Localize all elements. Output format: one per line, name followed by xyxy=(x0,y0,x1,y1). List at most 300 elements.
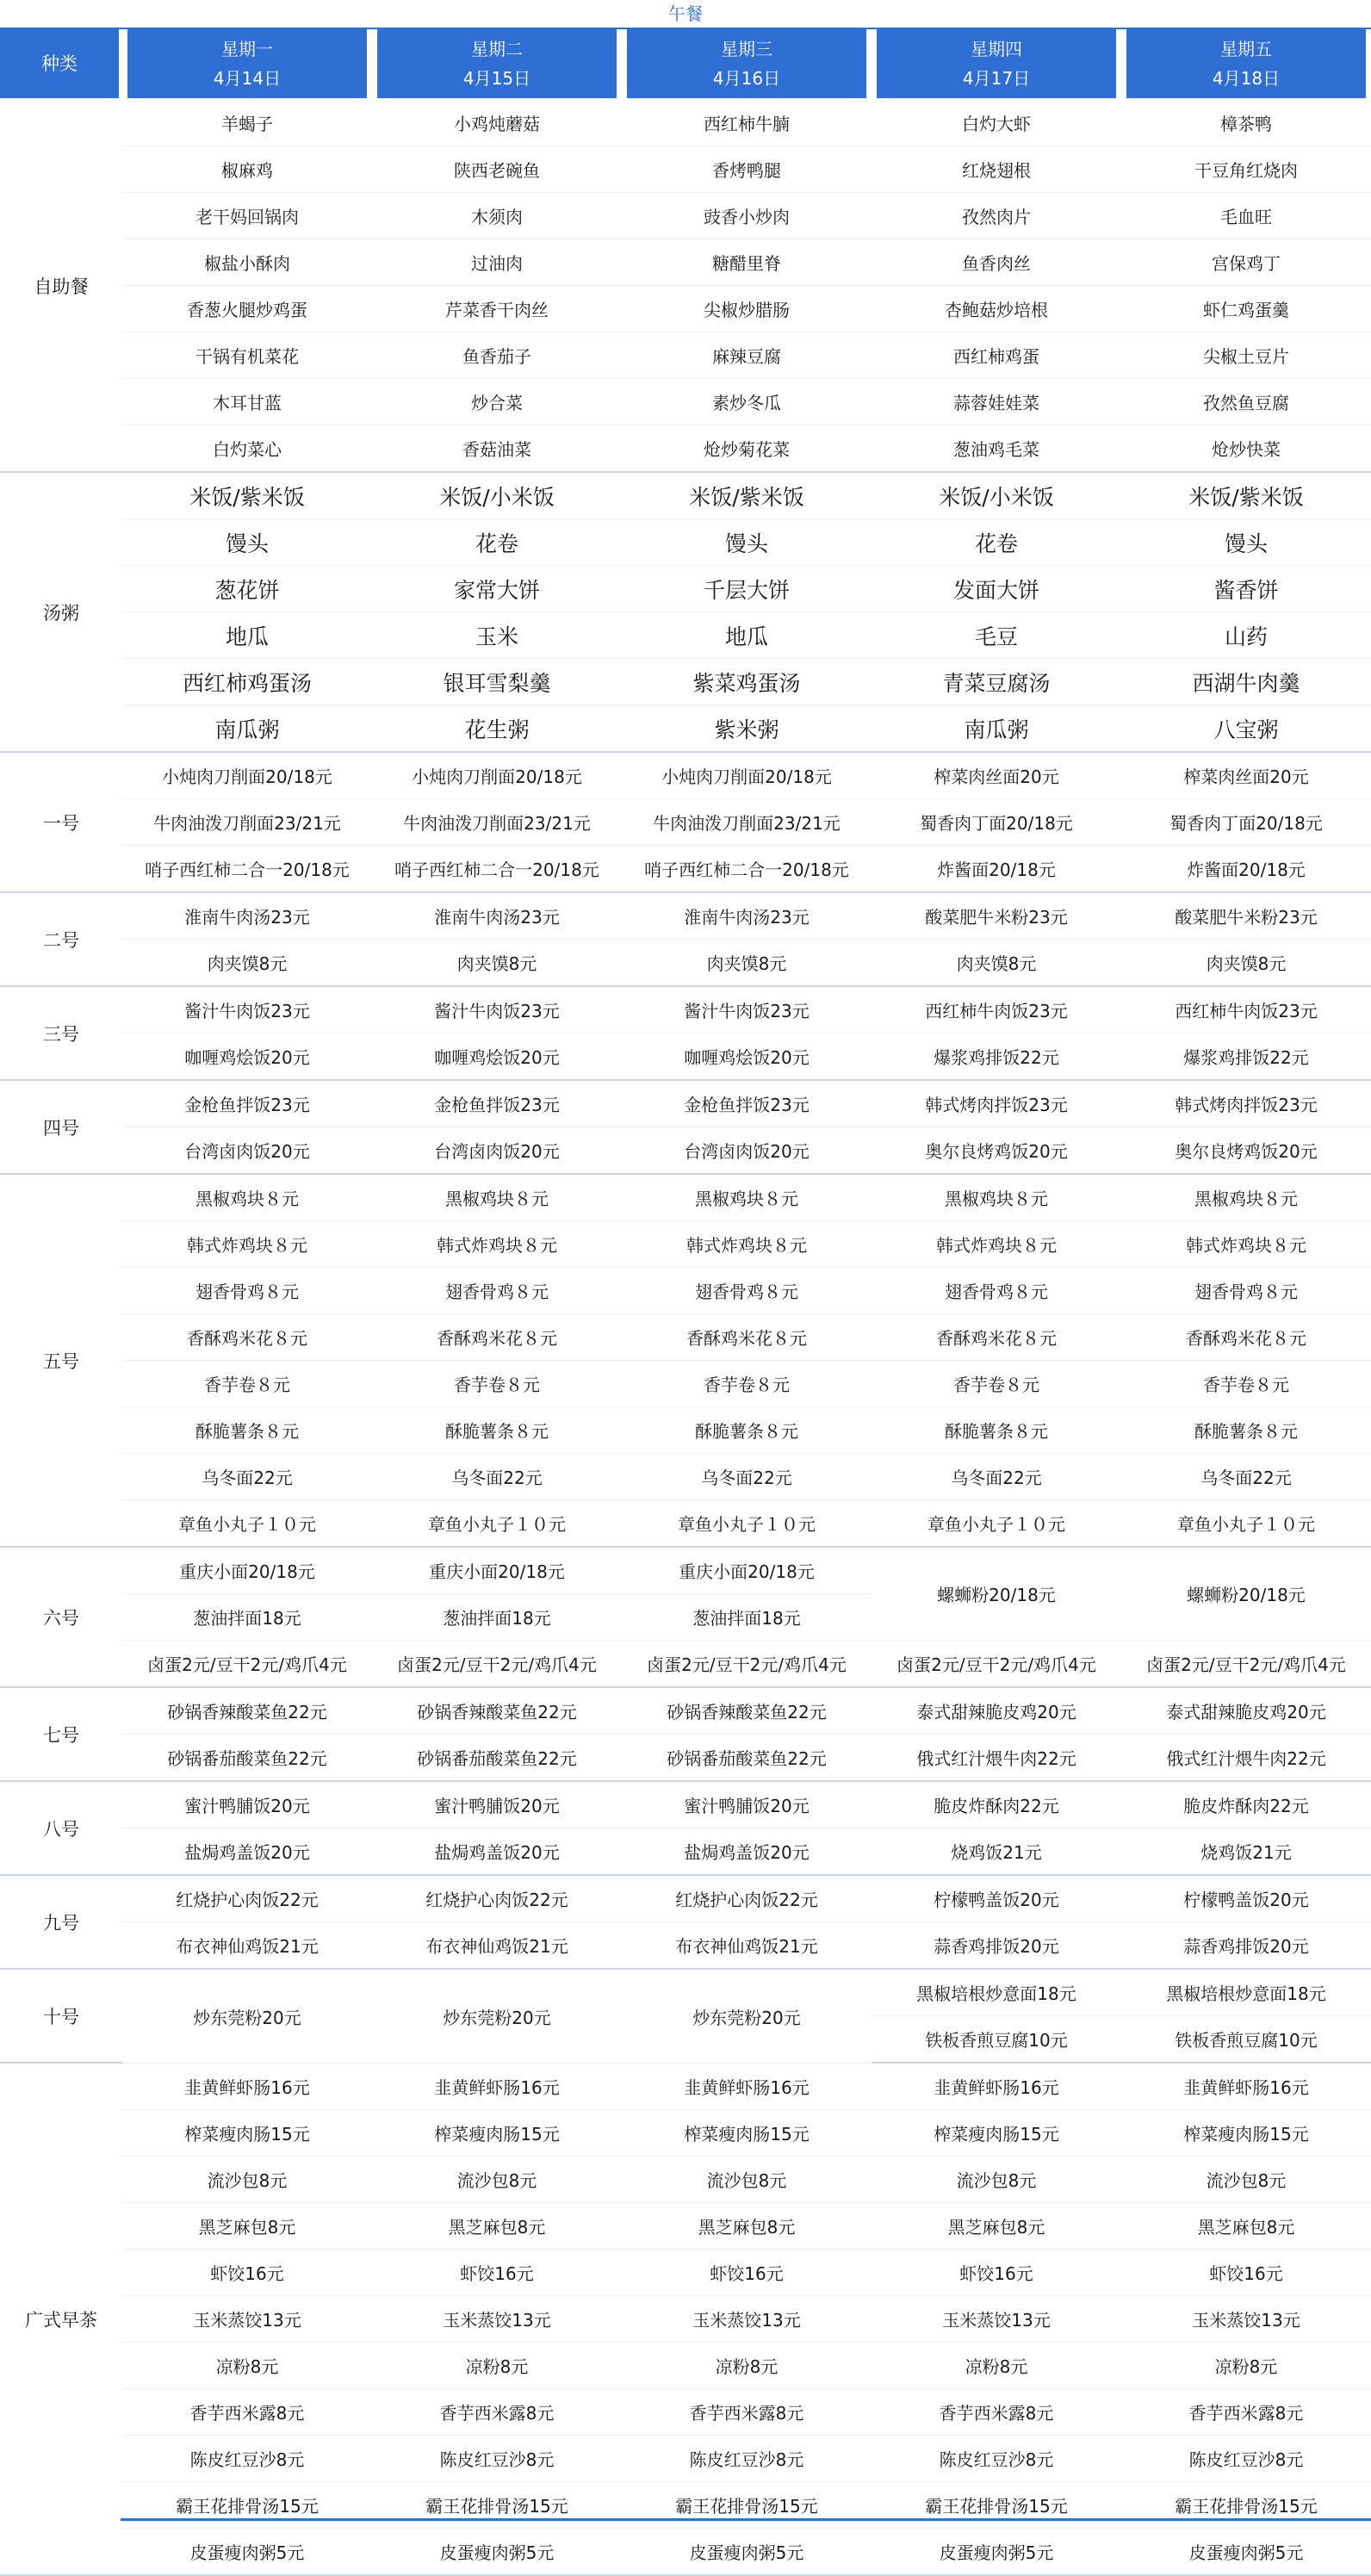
menu-row xyxy=(0,987,1371,1034)
menu-item: 霸王花排骨汤15元 xyxy=(872,2482,1121,2529)
menu-item: 葱油拌面18元 xyxy=(622,1594,872,1641)
menu-item: 韭黄鲜虾肠16元 xyxy=(872,2064,1121,2110)
menu-item: 黑椒培根炒意面18元 xyxy=(872,1970,1121,2016)
menu-item: 奥尔良烤鸡饭20元 xyxy=(1121,1127,1371,1175)
menu-item: 香烤鸭腿 xyxy=(622,146,872,193)
menu-item: 章鱼小丸子１０元 xyxy=(622,1500,872,1548)
menu-item: 米饭/紫米饭 xyxy=(622,473,872,519)
menu-row xyxy=(0,893,1371,940)
menu-item: 砂锅番茄酸菜鱼22元 xyxy=(622,1735,872,1782)
menu-item: 香芋卷８元 xyxy=(622,1361,872,1407)
menu-item: 脆皮炸酥肉22元 xyxy=(872,1782,1121,1828)
menu-item: 流沙包8元 xyxy=(372,2157,622,2203)
menu-item: 葱油拌面18元 xyxy=(122,1594,372,1641)
menu-item: 香菇油菜 xyxy=(372,425,622,473)
header-row xyxy=(0,28,1371,100)
menu-item: 干锅有机菜花 xyxy=(122,332,372,379)
menu-item: 毛豆 xyxy=(872,612,1121,659)
menu-item: 榨菜肉丝面20元 xyxy=(1121,753,1371,799)
menu-item: 虾饺16元 xyxy=(622,2250,872,2296)
category-cell: 五号 xyxy=(0,1175,122,1548)
menu-row xyxy=(0,2436,1371,2482)
menu-item: 哨子西红柿二合一20/18元 xyxy=(372,846,622,893)
menu-row xyxy=(0,566,1371,612)
menu-item: 地瓜 xyxy=(122,612,372,659)
menu-item: 卤蛋2元/豆干2元/鸡爪4元 xyxy=(122,1641,372,1688)
menu-item: 铁板香煎豆腐10元 xyxy=(872,2016,1121,2064)
menu-item: 榨菜肉丝面20元 xyxy=(872,753,1121,799)
menu-item: 榨菜瘦肉肠15元 xyxy=(372,2110,622,2157)
menu-item: 俄式红汁煨牛肉22元 xyxy=(872,1735,1121,1782)
header-day xyxy=(122,28,372,100)
menu-item: 葱油拌面18元 xyxy=(372,1594,622,1641)
menu-item: 西红柿牛肉饭23元 xyxy=(872,987,1121,1034)
menu-item: 发面大饼 xyxy=(872,566,1121,612)
category-cell: 八号 xyxy=(0,1782,122,1876)
menu-row xyxy=(0,1782,1371,1828)
menu-row xyxy=(0,2064,1371,2110)
menu-item: 酥脆薯条８元 xyxy=(622,1407,872,1454)
menu-row xyxy=(0,1175,1371,1221)
menu-item: 羊蝎子 xyxy=(122,100,372,146)
menu-item: 乌冬面22元 xyxy=(372,1454,622,1500)
header-date: 4月15日 xyxy=(462,68,531,89)
menu-row xyxy=(0,1876,1371,1922)
menu-item: 紫米粥 xyxy=(622,705,872,753)
menu-item: 螺蛳粉20/18元 xyxy=(1121,1548,1371,1641)
menu-row xyxy=(0,1500,1371,1548)
menu-item: 牛肉油泼刀削面23/21元 xyxy=(122,799,372,846)
menu-item: 台湾卤肉饭20元 xyxy=(622,1127,872,1175)
menu-item: 玉米蒸饺13元 xyxy=(122,2296,372,2343)
menu-item: 榨菜瘦肉肠15元 xyxy=(622,2110,872,2157)
menu-row xyxy=(0,1970,1371,2016)
menu-row xyxy=(0,612,1371,659)
menu-item: 葱花饼 xyxy=(122,566,372,612)
menu-item: 虾饺16元 xyxy=(122,2250,372,2296)
menu-item: 流沙包8元 xyxy=(622,2157,872,2203)
menu-row xyxy=(0,519,1371,566)
menu-item: 凉粉8元 xyxy=(122,2343,372,2389)
menu-item: 泰式甜辣脆皮鸡20元 xyxy=(1121,1688,1371,1735)
menu-item: 西红柿鸡蛋 xyxy=(872,332,1121,379)
menu-row xyxy=(0,1828,1371,1876)
menu-item: 炸酱面20/18元 xyxy=(872,846,1121,893)
menu-item: 台湾卤肉饭20元 xyxy=(122,1127,372,1175)
header-weekday: 星期二 xyxy=(471,39,523,59)
menu-item: 酸菜肥牛米粉23元 xyxy=(872,893,1121,940)
menu-row xyxy=(0,1548,1371,1594)
menu-item: 过油肉 xyxy=(372,239,622,286)
menu-item: 卤蛋2元/豆干2元/鸡爪4元 xyxy=(872,1641,1121,1688)
menu-item: 章鱼小丸子１０元 xyxy=(1121,1500,1371,1548)
menu-item: 重庆小面20/18元 xyxy=(372,1548,622,1594)
menu-row xyxy=(0,146,1371,193)
menu-item: 干豆角红烧肉 xyxy=(1121,146,1371,193)
category-cell: 九号 xyxy=(0,1876,122,1970)
menu-item: 香芋西米露8元 xyxy=(372,2389,622,2436)
menu-item: 红烧护心肉饭22元 xyxy=(372,1876,622,1922)
menu-item: 鱼香茄子 xyxy=(372,332,622,379)
menu-row xyxy=(0,332,1371,379)
menu-item: 霸王花排骨汤15元 xyxy=(122,2482,372,2529)
menu-item: 黑椒鸡块８元 xyxy=(122,1175,372,1221)
menu-item: 麻辣豆腐 xyxy=(622,332,872,379)
menu-item: 香芋西米露8元 xyxy=(872,2389,1121,2436)
menu-item: 虾饺16元 xyxy=(872,2250,1121,2296)
menu-item: 香葱火腿炒鸡蛋 xyxy=(122,286,372,332)
menu-item: 酱汁牛肉饭23元 xyxy=(122,987,372,1034)
menu-item: 芹菜香干肉丝 xyxy=(372,286,622,332)
menu-item: 香酥鸡米花８元 xyxy=(872,1314,1121,1361)
menu-item: 地瓜 xyxy=(622,612,872,659)
menu-row xyxy=(0,379,1371,425)
menu-item: 烧鸡饭21元 xyxy=(872,1828,1121,1876)
category-cell: 广式早茶 xyxy=(0,2064,122,2576)
menu-item: 黑芝麻包8元 xyxy=(122,2203,372,2250)
menu-item: 花卷 xyxy=(372,519,622,566)
header-date: 4月14日 xyxy=(213,68,282,89)
menu-item: 布衣神仙鸡饭21元 xyxy=(622,1922,872,1970)
menu-item: 黑芝麻包8元 xyxy=(1121,2203,1371,2250)
menu-item: 砂锅香辣酸菜鱼22元 xyxy=(372,1688,622,1735)
menu-row xyxy=(0,1407,1371,1454)
menu-item: 榨菜瘦肉肠15元 xyxy=(122,2110,372,2157)
menu-item: 馒头 xyxy=(622,519,872,566)
menu-item: 韩式炸鸡块８元 xyxy=(872,1221,1121,1268)
menu-item: 流沙包8元 xyxy=(872,2157,1121,2203)
menu-item: 泰式甜辣脆皮鸡20元 xyxy=(872,1688,1121,1735)
menu-row xyxy=(0,239,1371,286)
menu-item: 砂锅番茄酸菜鱼22元 xyxy=(122,1735,372,1782)
menu-item: 八宝粥 xyxy=(1121,705,1371,753)
menu-item: 爆浆鸡排饭22元 xyxy=(1121,1034,1371,1081)
header-date: 4月16日 xyxy=(712,68,781,89)
menu-item: 翅香骨鸡８元 xyxy=(1121,1268,1371,1314)
menu-item: 白灼菜心 xyxy=(122,425,372,473)
menu-item: 卤蛋2元/豆干2元/鸡爪4元 xyxy=(622,1641,872,1688)
menu-item: 炒合菜 xyxy=(372,379,622,425)
menu-item: 皮蛋瘦肉粥5元 xyxy=(1121,2529,1371,2576)
menu-item: 香芋西米露8元 xyxy=(622,2389,872,2436)
menu-item: 虾饺16元 xyxy=(372,2250,622,2296)
menu-item: 玉米蒸饺13元 xyxy=(372,2296,622,2343)
menu-row xyxy=(0,1081,1371,1127)
menu-item: 盐焗鸡盖饭20元 xyxy=(372,1828,622,1876)
menu-item: 酥脆薯条８元 xyxy=(872,1407,1121,1454)
menu-item: 小鸡炖蘑菇 xyxy=(372,100,622,146)
menu-item: 霸王花排骨汤15元 xyxy=(372,2482,622,2529)
menu-item: 西红柿牛腩 xyxy=(622,100,872,146)
menu-item: 香芋西米露8元 xyxy=(122,2389,372,2436)
menu-item: 南瓜粥 xyxy=(122,705,372,753)
menu-item: 蒜香鸡排饭20元 xyxy=(1121,1922,1371,1970)
menu-item: 香芋卷８元 xyxy=(372,1361,622,1407)
menu-item: 韩式烤肉拌饭23元 xyxy=(1121,1081,1371,1127)
menu-row xyxy=(0,753,1371,799)
menu-item: 台湾卤肉饭20元 xyxy=(372,1127,622,1175)
menu-item: 酱汁牛肉饭23元 xyxy=(372,987,622,1034)
menu-row xyxy=(0,1688,1371,1735)
menu-item: 布衣神仙鸡饭21元 xyxy=(372,1922,622,1970)
menu-row xyxy=(0,1034,1371,1081)
menu-item: 香酥鸡米花８元 xyxy=(622,1314,872,1361)
menu-item: 玉米蒸饺13元 xyxy=(1121,2296,1371,2343)
menu-item: 牛肉油泼刀削面23/21元 xyxy=(372,799,622,846)
menu-item: 黑椒鸡块８元 xyxy=(622,1175,872,1221)
menu-item: 流沙包8元 xyxy=(1121,2157,1371,2203)
menu-item: 金枪鱼拌饭23元 xyxy=(122,1081,372,1127)
menu-item: 重庆小面20/18元 xyxy=(122,1548,372,1594)
menu-item: 木耳甘蓝 xyxy=(122,379,372,425)
menu-item: 毛血旺 xyxy=(1121,193,1371,239)
menu-item: 乌冬面22元 xyxy=(872,1454,1121,1500)
menu-row xyxy=(0,2529,1371,2576)
category-cell: 六号 xyxy=(0,1548,122,1688)
menu-item: 脆皮炸酥肉22元 xyxy=(1121,1782,1371,1828)
menu-item: 咖喱鸡烩饭20元 xyxy=(372,1034,622,1081)
menu-item: 米饭/小米饭 xyxy=(372,473,622,519)
menu-item: 皮蛋瘦肉粥5元 xyxy=(872,2529,1121,2576)
menu-item: 乌冬面22元 xyxy=(1121,1454,1371,1500)
menu-item: 香酥鸡米花８元 xyxy=(122,1314,372,1361)
menu-item: 凉粉8元 xyxy=(872,2343,1121,2389)
menu-item: 黑芝麻包8元 xyxy=(372,2203,622,2250)
menu-item: 木须肉 xyxy=(372,193,622,239)
menu-item: 炒东莞粉20元 xyxy=(122,1970,372,2064)
menu-item: 樟茶鸭 xyxy=(1121,100,1371,146)
menu-item: 烧鸡饭21元 xyxy=(1121,1828,1371,1876)
menu-item: 银耳雪梨羹 xyxy=(372,659,622,705)
menu-item: 紫菜鸡蛋汤 xyxy=(622,659,872,705)
menu-item: 蜀香肉丁面20/18元 xyxy=(1121,799,1371,846)
menu-item: 炒东莞粉20元 xyxy=(372,1970,622,2064)
menu-item: 西红柿牛肉饭23元 xyxy=(1121,987,1371,1034)
menu-item: 韩式炸鸡块８元 xyxy=(1121,1221,1371,1268)
menu-row xyxy=(0,2482,1371,2529)
menu-item: 章鱼小丸子１０元 xyxy=(372,1500,622,1548)
menu-item: 陈皮红豆沙8元 xyxy=(872,2436,1121,2482)
menu-item: 鱼香肉丝 xyxy=(872,239,1121,286)
menu-item: 蒜蓉娃娃菜 xyxy=(872,379,1121,425)
menu-item: 霸王花排骨汤15元 xyxy=(622,2482,872,2529)
menu-item: 杏鲍菇炒培根 xyxy=(872,286,1121,332)
menu-item: 韭黄鲜虾肠16元 xyxy=(622,2064,872,2110)
category-cell: 一号 xyxy=(0,753,122,893)
menu-item: 山药 xyxy=(1121,612,1371,659)
menu-item: 金枪鱼拌饭23元 xyxy=(372,1081,622,1127)
menu-item: 黑芝麻包8元 xyxy=(872,2203,1121,2250)
menu-item: 宫保鸡丁 xyxy=(1121,239,1371,286)
menu-item: 红烧护心肉饭22元 xyxy=(622,1876,872,1922)
menu-item: 尖椒土豆片 xyxy=(1121,332,1371,379)
menu-row xyxy=(0,1314,1371,1361)
menu-item: 炒东莞粉20元 xyxy=(622,1970,872,2064)
menu-item: 陕西老碗鱼 xyxy=(372,146,622,193)
menu-item: 红烧翅根 xyxy=(872,146,1121,193)
menu-body xyxy=(0,100,1371,2576)
menu-row xyxy=(0,100,1371,146)
menu-row xyxy=(0,2343,1371,2389)
menu-item: 炝炒菊花菜 xyxy=(622,425,872,473)
menu-item: 韭黄鲜虾肠16元 xyxy=(1121,2064,1371,2110)
menu-item: 霸王花排骨汤15元 xyxy=(1121,2482,1371,2529)
menu-row xyxy=(0,799,1371,846)
menu-item: 酱汁牛肉饭23元 xyxy=(622,987,872,1034)
menu-item: 咖喱鸡烩饭20元 xyxy=(622,1034,872,1081)
menu-item: 酥脆薯条８元 xyxy=(1121,1407,1371,1454)
menu-item: 酸菜肥牛米粉23元 xyxy=(1121,893,1371,940)
menu-item: 盐焗鸡盖饭20元 xyxy=(122,1828,372,1876)
menu-item: 花生粥 xyxy=(372,705,622,753)
menu-item: 肉夹馍8元 xyxy=(122,940,372,987)
menu-item: 章鱼小丸子１０元 xyxy=(872,1500,1121,1548)
menu-item: 韭黄鲜虾肠16元 xyxy=(122,2064,372,2110)
menu-item: 玉米蒸饺13元 xyxy=(872,2296,1121,2343)
menu-item: 韩式炸鸡块８元 xyxy=(622,1221,872,1268)
menu-item: 哨子西红柿二合一20/18元 xyxy=(622,846,872,893)
menu-item: 陈皮红豆沙8元 xyxy=(122,2436,372,2482)
menu-row xyxy=(0,1454,1371,1500)
menu-item: 黑芝麻包8元 xyxy=(622,2203,872,2250)
menu-item: 韩式烤肉拌饭23元 xyxy=(872,1081,1121,1127)
header-category-cell xyxy=(0,28,122,100)
category-cell: 四号 xyxy=(0,1081,122,1175)
menu-item: 香芋卷８元 xyxy=(1121,1361,1371,1407)
menu-item: 蜜汁鸭脯饭20元 xyxy=(372,1782,622,1828)
menu-item: 虾仁鸡蛋羹 xyxy=(1121,286,1371,332)
menu-item: 香酥鸡米花８元 xyxy=(1121,1314,1371,1361)
header-category-label: 种类 xyxy=(0,29,119,98)
menu-item: 香芋西米露8元 xyxy=(1121,2389,1371,2436)
header-day xyxy=(1121,28,1371,100)
menu-item: 皮蛋瘦肉粥5元 xyxy=(622,2529,872,2576)
menu-item: 榨菜瘦肉肠15元 xyxy=(872,2110,1121,2157)
menu-item: 卤蛋2元/豆干2元/鸡爪4元 xyxy=(1121,1641,1371,1688)
menu-row xyxy=(0,2389,1371,2436)
menu-item: 小炖肉刀削面20/18元 xyxy=(622,753,872,799)
menu-item: 香酥鸡米花８元 xyxy=(372,1314,622,1361)
menu-item: 黑椒鸡块８元 xyxy=(872,1175,1121,1221)
header-weekday: 星期一 xyxy=(221,39,273,59)
category-cell: 汤粥 xyxy=(0,473,122,753)
menu-item: 玉米 xyxy=(372,612,622,659)
menu-row xyxy=(0,2110,1371,2157)
menu-row xyxy=(0,1922,1371,1970)
header-weekday: 星期五 xyxy=(1220,39,1272,59)
menu-item: 金枪鱼拌饭23元 xyxy=(622,1081,872,1127)
menu-item: 流沙包8元 xyxy=(122,2157,372,2203)
menu-item: 乌冬面22元 xyxy=(122,1454,372,1500)
menu-item: 淮南牛肉汤23元 xyxy=(622,893,872,940)
menu-item: 凉粉8元 xyxy=(622,2343,872,2389)
menu-item: 榨菜瘦肉肠15元 xyxy=(1121,2110,1371,2157)
menu-item: 凉粉8元 xyxy=(372,2343,622,2389)
menu-item: 章鱼小丸子１０元 xyxy=(122,1500,372,1548)
menu-row xyxy=(0,425,1371,473)
menu-item: 青菜豆腐汤 xyxy=(872,659,1121,705)
menu-item: 西红柿鸡蛋汤 xyxy=(122,659,372,705)
category-cell: 十号 xyxy=(0,1970,122,2064)
menu-item: 淮南牛肉汤23元 xyxy=(122,893,372,940)
menu-item: 老干妈回锅肉 xyxy=(122,193,372,239)
menu-row xyxy=(0,193,1371,239)
menu-item: 翅香骨鸡８元 xyxy=(122,1268,372,1314)
menu-item: 布衣神仙鸡饭21元 xyxy=(122,1922,372,1970)
menu-item: 翅香骨鸡８元 xyxy=(372,1268,622,1314)
menu-item: 砂锅番茄酸菜鱼22元 xyxy=(372,1735,622,1782)
menu-item: 肉夹馍8元 xyxy=(1121,940,1371,987)
menu-item: 柠檬鸭盖饭20元 xyxy=(872,1876,1121,1922)
menu-header xyxy=(0,28,1371,100)
category-cell: 七号 xyxy=(0,1688,122,1782)
menu-item: 蜜汁鸭脯饭20元 xyxy=(622,1782,872,1828)
menu-item: 花卷 xyxy=(872,519,1121,566)
menu-item: 卤蛋2元/豆干2元/鸡爪4元 xyxy=(372,1641,622,1688)
header-day xyxy=(622,28,872,100)
menu-item: 米饭/紫米饭 xyxy=(122,473,372,519)
menu-row xyxy=(0,1641,1371,1688)
menu-row xyxy=(0,1221,1371,1268)
category-cell: 三号 xyxy=(0,987,122,1081)
category-cell: 自助餐 xyxy=(0,100,122,473)
menu-item: 螺蛳粉20/18元 xyxy=(872,1548,1121,1641)
menu-table xyxy=(0,28,1371,2576)
menu-row xyxy=(0,846,1371,893)
menu-row xyxy=(0,2250,1371,2296)
menu-item: 家常大饼 xyxy=(372,566,622,612)
menu-item: 千层大饼 xyxy=(622,566,872,612)
menu-item: 蜀香肉丁面20/18元 xyxy=(872,799,1121,846)
header-date: 4月17日 xyxy=(962,68,1031,89)
menu-item: 孜然鱼豆腐 xyxy=(1121,379,1371,425)
menu-item: 米饭/小米饭 xyxy=(872,473,1121,519)
menu-item: 南瓜粥 xyxy=(872,705,1121,753)
menu-item: 香芋卷８元 xyxy=(122,1361,372,1407)
menu-item: 馒头 xyxy=(122,519,372,566)
menu-item: 凉粉8元 xyxy=(1121,2343,1371,2389)
menu-item: 小炖肉刀削面20/18元 xyxy=(372,753,622,799)
menu-item: 炸酱面20/18元 xyxy=(1121,846,1371,893)
menu-item: 柠檬鸭盖饭20元 xyxy=(1121,1876,1371,1922)
menu-item: 翅香骨鸡８元 xyxy=(872,1268,1121,1314)
menu-item: 哨子西红柿二合一20/18元 xyxy=(122,846,372,893)
menu-item: 肉夹馍8元 xyxy=(872,940,1121,987)
menu-item: 小炖肉刀削面20/18元 xyxy=(122,753,372,799)
page-title: 午餐 xyxy=(0,0,1371,29)
menu-item: 酱香饼 xyxy=(1121,566,1371,612)
menu-item: 黑椒鸡块８元 xyxy=(1121,1175,1371,1221)
menu-item: 黑椒培根炒意面18元 xyxy=(1121,1970,1371,2016)
header-day xyxy=(372,28,622,100)
menu-item: 肉夹馍8元 xyxy=(622,940,872,987)
menu-item: 尖椒炒腊肠 xyxy=(622,286,872,332)
menu-item: 奥尔良烤鸡饭20元 xyxy=(872,1127,1121,1175)
menu-item: 酥脆薯条８元 xyxy=(122,1407,372,1454)
menu-item: 砂锅香辣酸菜鱼22元 xyxy=(122,1688,372,1735)
menu-item: 米饭/紫米饭 xyxy=(1121,473,1371,519)
menu-item: 椒麻鸡 xyxy=(122,146,372,193)
menu-item: 翅香骨鸡８元 xyxy=(622,1268,872,1314)
menu-item: 素炒冬瓜 xyxy=(622,379,872,425)
menu-row xyxy=(0,1127,1371,1175)
menu-row xyxy=(0,705,1371,753)
menu-item: 孜然肉片 xyxy=(872,193,1121,239)
menu-item: 糖醋里脊 xyxy=(622,239,872,286)
menu-item: 黑椒鸡块８元 xyxy=(372,1175,622,1221)
menu-row xyxy=(0,1268,1371,1314)
menu-item: 咖喱鸡烩饭20元 xyxy=(122,1034,372,1081)
